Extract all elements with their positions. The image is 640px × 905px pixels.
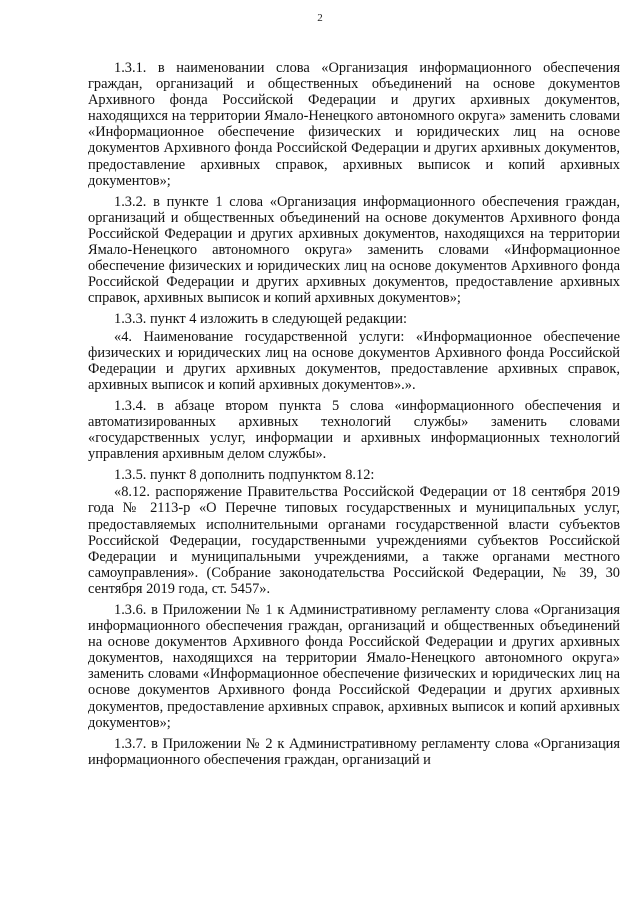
page-number: 2 — [317, 12, 323, 24]
paragraph-1-3-5: 1.3.5. пункт 8 дополнить подпунктом 8.12: — [114, 467, 375, 484]
document-body — [88, 60, 620, 769]
paragraph-1-3-6: 1.3.6. в Приложении № 1 к Административному регламенту слова «Организация информационного обеспечения граждан, организаций и общественных объединений на основе документов Архивного фонда Российской Федерации и других архивных документов, находящихся на территории Ямало-Ненецкого автономного округа» заменить словами «Информационное обеспечение физических и юридических лиц на основе документов Архивного фонда Российской Федерации и других архивных документов, предоставление архивных справок, архивных выписок и копий архивных документов»; — [88, 602, 620, 731]
paragraph-item-4-text: «4. Наименование государственной услуги: «Информационное обеспечение физических и юридических лиц на основе документов Архивного фонда Российской Федерации и других архивных документов, предоставление архивных справок, архивных выписок и копий архивных документов».». — [88, 328, 620, 393]
paragraph-1-3-1: 1.3.1. в наименовании слова «Организация информационного обеспечения граждан, организаций и общественных объединений на основе документов Архивного фонда Российской Федерации и других архивных документов, находящихся на территории Ямало-Ненецкого автономного округа» заменить словами «Информационное обеспечение физических и юридических лиц на основе документов Архивного фонда Российской Федерации и других архивных документов, предоставление архивных справок, архивных выписок и копий архивных документов»; — [88, 60, 620, 189]
paragraph-item-8-12-text: «8.12. распоряжение Правительства Российской Федерации от 18 сентября 2019 года № 2113-р «О Перечне типовых государственных и муниципальных услуг, предоставляемых исполнительными органами государственной власти субъектов Российской Федерации, государственными учреждениями субъектов Российской Федерации и муниципальными учреждениями, а также органами местного самоуправления». (Собрание законодательства Российской Федерации, № 39, 30 сентября 2019 года, ст. 5457». — [88, 484, 620, 597]
paragraph-1-3-4: 1.3.4. в абзаце втором пункта 5 слова «информационного обеспечения и автоматизированных архивных технологий службы» заменить словами «государственных услуг, информации и архивных информационных технологий управления архивным делом службы». — [88, 397, 620, 463]
paragraph-1-3-3: 1.3.3. пункт 4 изложить в следующей редакции: — [114, 311, 407, 328]
paragraph-1-3-7: 1.3.7. в Приложении № 2 к Административному регламенту слова «Организация информационного обеспечения граждан, организаций и — [88, 735, 620, 768]
paragraph-1-3-2: 1.3.2. в пункте 1 слова «Организация информационного обеспечения граждан, организаций и общественных объединений на основе документов Архивного фонда Российской Федерации и других архивных документов, находящихся на территории Ямало-Ненецкого автономного округа» заменить словами «Информационное обеспечение физических и юридических лиц на основе документов Архивного фонда Российской Федерации и других архивных документов, предоставление архивных справок, архивных выписок и копий архивных документов»; — [88, 193, 620, 307]
